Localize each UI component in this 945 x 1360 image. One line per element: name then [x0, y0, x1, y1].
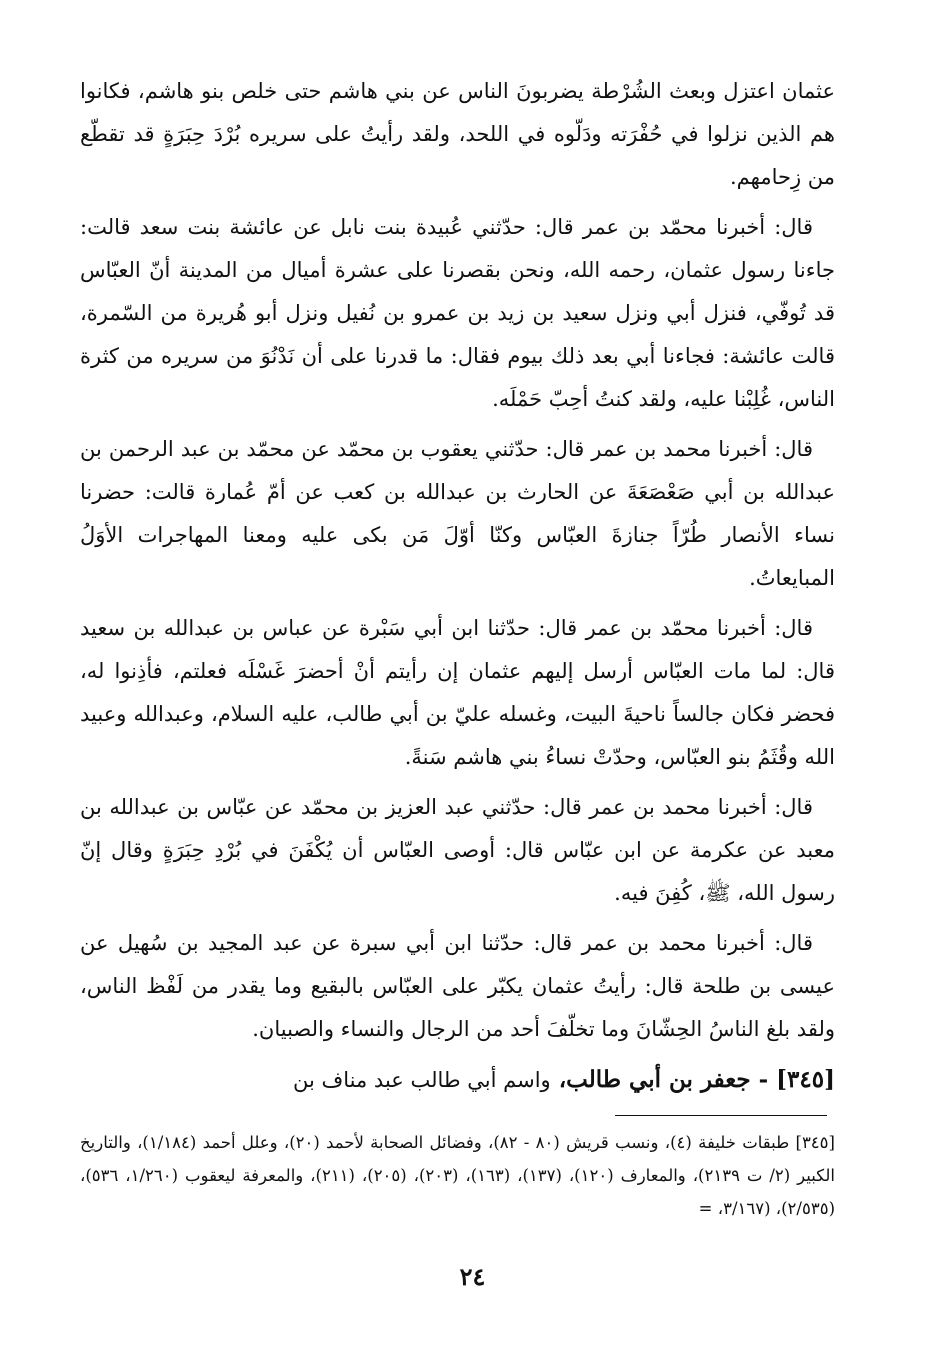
entry-continuation: واسم أبي طالب عبد مناف بن [292, 1068, 551, 1092]
paragraph-2: قال: أخبرنا محمّد بن عمر قال: حدّثني عُبيدة بنت نابل عن عائشة بنت سعد قالت: جاءنا رسول عثمان، رحمه الله، ونحن بقصرنا على عشرة أميال من المدينة أنّ العبّاس قد تُوفّي، فنزل أبي ونزل سعيد بن زيد بن عمرو بن نُفيل ونزل أبو هُريرة من السّمرة، قالت عائشة: فجاءنا أبي بعد ذلك بيوم فقال: ما قدرنا على أن نَدْنُوَ من سريره من كثرة الناس، غُلِبْنا عليه، ولقد كنتُ أحِبّ حَمْلَه. [80, 215, 835, 411]
page-number: ٢٤ [459, 1262, 486, 1291]
footnotes [80, 1126, 835, 1225]
paragraph-1: عثمان اعتزل وبعث الشُرْطة يضربونَ الناس عن بني هاشم حتى خلص بنو هاشم، فكانوا هم الذين نزلوا في حُفْرَته ودَلّوه في اللحد، ولقد رأيتُ على سريره بُرْدَ حِبَرَةٍ قد تقطّع من زِحامهم. [80, 79, 835, 189]
entry-name: - جعفر بن أبي طالب، [558, 1066, 769, 1093]
paragraph-5: قال: أخبرنا محمد بن عمر قال: حدّثني عبد العزيز بن محمّد عن عبّاس بن عبدالله بن معبد عن عكرمة عن ابن عبّاس قال: أوصى العبّاس أن يُكْفَنَ في بُرْدِ حِبَرَةٍ وقال إنّ رسول الله، ﷺ، كُفِنَ فيه. [80, 795, 835, 905]
entry-number: [٣٤٥] [776, 1066, 835, 1093]
main-text [80, 70, 835, 1102]
footnote-345: [٣٤٥] طبقات خليفة (٤)، ونسب قريش (٨٠ - ٨٢)، وفضائل الصحابة لأحمد (٢٠)، وعلل أحمد (١/١٨٤)، والتاريخ الكبير (٢/ ت ٢١٣٩)، والمعارف (١٢٠)، (١٣٧)، (١٦٣)، (٢٠٣)، (٢٠٥)، (٢١١)، والمعرفة ليعقوب (١/٢٦٠، ٥٣٦)، (٢/٥٣٥)، (٣/١٦٧، = [80, 1133, 835, 1218]
entry-heading [80, 1058, 835, 1102]
paragraph-3: قال: أخبرنا محمد بن عمر قال: حدّثني يعقوب بن محمّد عن محمّد بن عبد الرحمن بن عبدالله بن أبي صَعْصَعَةَ عن الحارث بن عبدالله بن كعب عن أمّ عُمارة قالت: حضرنا نساء الأنصار طُرّاً جنازةَ العبّاس وكنّا أوّلَ مَن بكى عليه ومعنا المهاجرات الأوَلُ المبايعاتُ. [80, 437, 835, 590]
footnote-separator [615, 1115, 827, 1116]
paragraph-4: قال: أخبرنا محمّد بن عمر قال: حدّثنا ابن أبي سَبْرة عن عباس بن عبدالله بن سعيد قال: لما مات العبّاس أرسل إليهم عثمان إن رأيتم أنْ أحضرَ غَسْلَه فعلتم، فأذِنوا له، فحضر فكان جالساً ناحيةَ البيت، وغسله عليّ بن أبي طالب، عليه السلام، وعبدالله وعبيد الله وقُثَمُ بنو العبّاس، وحدّتْ نساءُ بني هاشم سَنةً. [80, 616, 835, 769]
paragraph-6: قال: أخبرنا محمد بن عمر قال: حدّثنا ابن أبي سبرة عن عبد المجيد بن سُهيل عن عيسى بن طلحة قال: رأيتُ عثمان يكبّر على العبّاس بالبقيع وما يقدر من لَفْظ الناس، ولقد بلغ الناسُ الحِشّانَ وما تخلّفَ أحد من الرجال والنساء والصبيان. [80, 931, 835, 1041]
